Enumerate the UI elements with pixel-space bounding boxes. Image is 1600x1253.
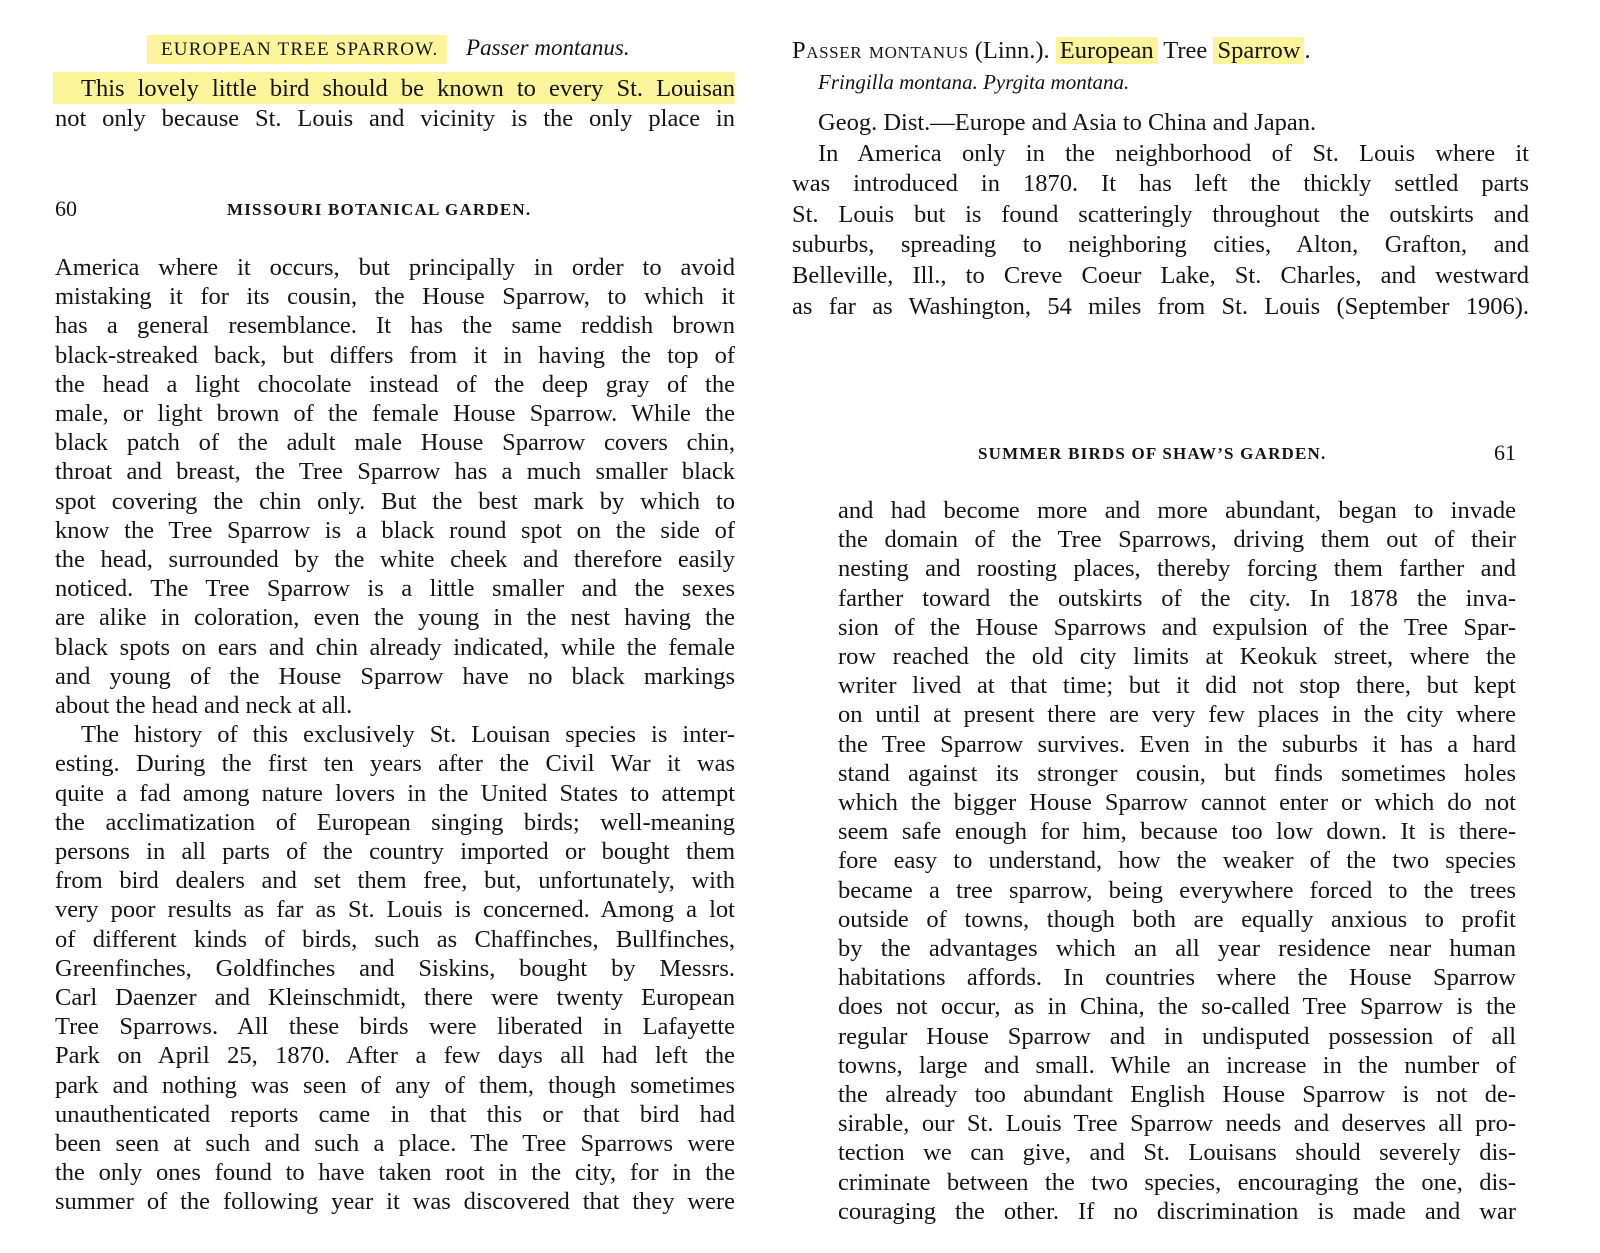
text-line: know the Tree Sparrow is a black round spot on the side of: [55, 516, 735, 544]
text-line: sirable, our St. Louis Tree Sparrow needs and deserves all pro-: [838, 1110, 1516, 1138]
text-line: and had become more and more abundant, began to invade: [838, 497, 1516, 524]
text-line: about the head and neck at all.: [55, 692, 353, 719]
text-line: spot covering the chin only. But the best mark by which to: [55, 487, 735, 515]
text-line: throat and breast, the Tree Sparrow has a much smaller black: [55, 458, 735, 486]
text-line: outside of towns, though both are equally anxious to profit: [838, 905, 1516, 933]
text-line: the head a light chocolate instead of the deep gray of the: [55, 370, 735, 398]
text-line: the Tree Sparrow survives. Even in the suburbs it has a hard: [838, 730, 1516, 758]
text-line: mistaking it for its cousin, the House Sparrow, to which it: [55, 283, 735, 311]
species-heading-highlight: EUROPEAN TREE SPARROW.: [147, 35, 447, 64]
highlight-sparrow: Sparrow: [1213, 37, 1304, 64]
text-line: criminate between the two species, encouraging the one, dis-: [838, 1168, 1516, 1196]
common-name-tree: Tree: [1157, 37, 1214, 64]
text-line: nesting and roosting places, thereby forcing them farther and: [838, 555, 1516, 583]
text-line: regular House Sparrow and in undisputed possession of all: [838, 1022, 1516, 1050]
text-line: persons in all parts of the country imported or bought them: [55, 838, 735, 865]
text-line: noticed. The Tree Sparrow is a little smaller and the sexes: [55, 575, 735, 603]
text-line: This lovely little bird should be known to every St. Louisan: [81, 75, 735, 102]
synonyms: Fringilla montana. Pyrgita montana.: [818, 70, 1130, 94]
left-column: [55, 30, 735, 1253]
text-line: towns, large and small. While an increase in the number of: [838, 1051, 1516, 1079]
text-line: by the advantages which an all year residence near human: [838, 935, 1516, 962]
text-line: which the bigger House Sparrow cannot enter or which do not: [838, 789, 1516, 816]
text-line: Greenfinches, Goldfinches and Siskins, bought by Messrs.: [55, 954, 735, 982]
text-line: fore easy to understand, how the weaker of the two species: [838, 847, 1516, 875]
text-line: esting. During the first ten years after the Civil War it was: [55, 750, 735, 778]
text-line: black spots on ears and chin already indicated, while the female: [55, 633, 735, 661]
text-line: In America only in the neighborhood of St. Louis where it: [818, 139, 1529, 167]
text-line: St. Louis but is found scatteringly throughout the outskirts and: [792, 200, 1529, 228]
text-line: Carl Daenzer and Kleinschmidt, there were twenty European: [55, 984, 735, 1011]
right-top-column: [792, 30, 1529, 350]
text-line: summer of the following year it was discovered that they were: [55, 1188, 735, 1216]
text-line: Tree Sparrows. All these birds were liberated in Lafayette: [55, 1013, 735, 1041]
text-line: Park on April 25, 1870. After a few days all had left the: [55, 1042, 735, 1070]
text-line: The history of this exclusively St. Louisan species is inter-: [81, 721, 735, 749]
running-head-left: MISSOURI BOTANICAL GARDEN.: [227, 200, 532, 219]
text-line: been seen at such and such a place. The Tree Sparrows were: [55, 1130, 735, 1157]
text-line: habitations affords. In countries where the House Sparrow: [838, 964, 1516, 992]
text-line: stand against its stronger cousin, but finds sometimes holes: [838, 759, 1516, 787]
text-line: became a tree sparrow, being everywhere forced to the trees: [838, 876, 1516, 904]
species-latin-name: Passer montanus.: [466, 35, 630, 60]
text-line: suburbs, spreading to neighboring cities, Alton, Grafton, and: [792, 231, 1529, 259]
text-line: writer lived at that time; but it did not stop there, but kept: [838, 672, 1516, 700]
text-line: as far as Washington, 54 miles from St. Louis (September 1906).: [792, 292, 1529, 320]
text-line: sion of the House Sparrows and expulsion of the Tree Spar-: [838, 613, 1516, 641]
text-line: of different kinds of birds, such as Chaffinches, Bullfinches,: [55, 925, 735, 953]
text-line: unauthenticated reports came in that this or that bird had: [55, 1100, 735, 1128]
text-line: very poor results as far as St. Louis is concerned. Among a lot: [55, 896, 735, 924]
species-heading: [147, 32, 630, 66]
common-name-period: .: [1304, 37, 1311, 64]
text-line: the only ones found to have taken root in the city, for in the: [55, 1159, 735, 1187]
species-entry-title: [792, 36, 1311, 66]
text-line: from bird dealers and set them free, but, unfortunately, with: [55, 867, 735, 895]
text-line: the acclimatization of European singing birds; well-meaning: [55, 808, 735, 836]
text-line: America where it occurs, but principally in order to avoid: [55, 254, 735, 281]
highlight-european: European: [1056, 37, 1158, 64]
text-line: are alike in coloration, even the young in the nest having the: [55, 604, 735, 632]
text-line: black-streaked back, but differs from it in having the top of: [55, 341, 735, 369]
text-line: quite a fad among nature lovers in the United States to attempt: [55, 779, 735, 807]
page-number-left: 60: [55, 196, 77, 221]
entry-author: (Linn.).: [968, 37, 1056, 64]
text-line: Geog. Dist.—Europe and Asia to China and Japan.: [818, 109, 1317, 136]
text-line: the already too abundant English House Sparrow is not de-: [838, 1081, 1516, 1108]
text-line: and young of the House Sparrow have no black markings: [55, 662, 735, 690]
text-line: row reached the old city limits at Keokuk street, where the: [838, 643, 1516, 670]
text-line: farther toward the outskirts of the city. In 1878 the inva-: [838, 584, 1516, 612]
entry-latin-name: Passer montanus: [792, 37, 969, 64]
right-bottom-column: [838, 440, 1516, 1253]
text-line: was introduced in 1870. It has left the thickly settled parts: [792, 170, 1529, 198]
page-number-right: 61: [1494, 440, 1516, 465]
text-line: on until at present there are very few places in the city where: [838, 701, 1516, 729]
text-line: has a general resemblance. It has the same reddish brown: [55, 312, 735, 340]
text-line: not only because St. Louis and vicinity is the only place in: [55, 105, 735, 132]
text-line: Belleville, Ill., to Creve Coeur Lake, St. Charles, and westward: [792, 262, 1529, 289]
text-line: seem safe enough for him, because too low down. It is there-: [838, 818, 1516, 846]
text-line: tection we can give, and St. Louisans should severely dis-: [838, 1139, 1516, 1167]
text-line: the domain of the Tree Sparrows, driving them out of their: [838, 526, 1516, 554]
text-line: black patch of the adult male House Sparrow covers chin,: [55, 429, 735, 457]
running-head-right: SUMMER BIRDS OF SHAW’S GARDEN.: [978, 444, 1327, 463]
text-line: couraging the other. If no discrimination is made and war: [838, 1197, 1516, 1225]
text-line: male, or light brown of the female House Sparrow. While the: [55, 400, 735, 427]
text-line: does not occur, as in China, the so-called Tree Sparrow is the: [838, 993, 1516, 1021]
text-line: park and nothing was seen of any of them, though sometimes: [55, 1071, 735, 1099]
text-line: the head, surrounded by the white cheek and therefore easily: [55, 546, 735, 573]
